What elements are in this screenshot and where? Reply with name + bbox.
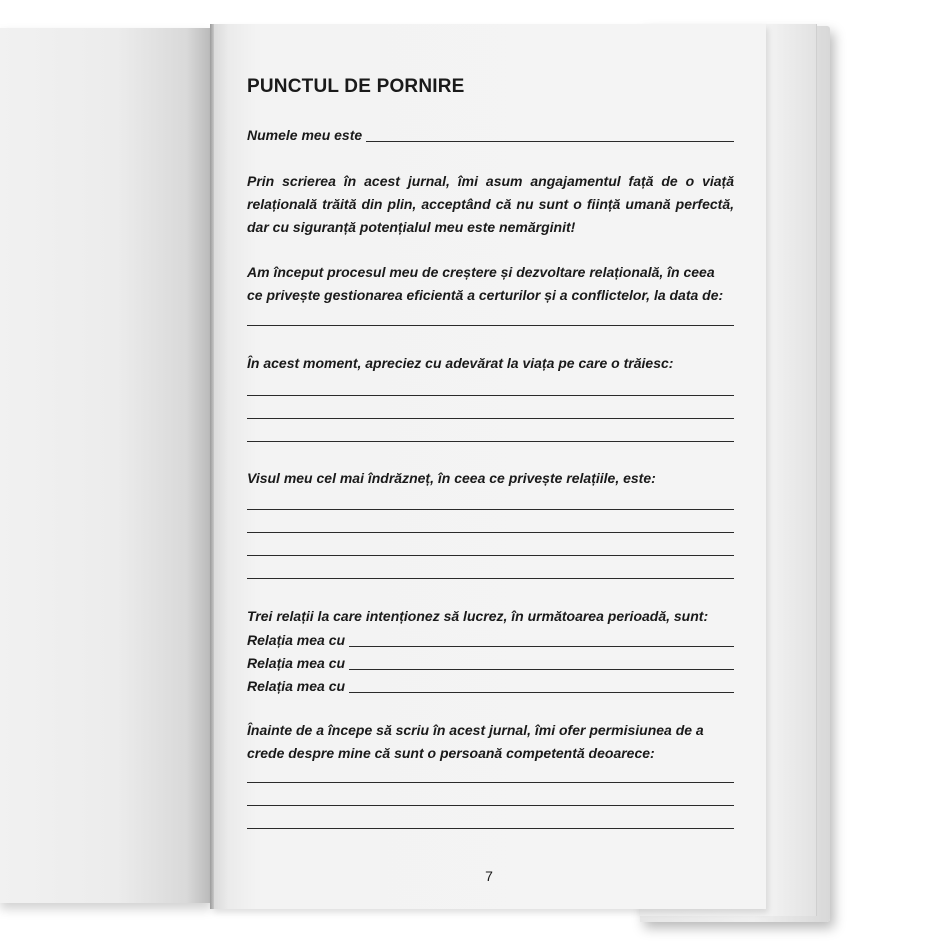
relation-line[interactable]: [349, 654, 734, 670]
relation-line[interactable]: [349, 677, 734, 693]
permission-line-1[interactable]: [247, 782, 734, 783]
journal-page: [212, 24, 766, 909]
relation-field-1[interactable]: [247, 629, 734, 649]
name-field[interactable]: [247, 124, 734, 144]
permission-line-3[interactable]: [247, 828, 734, 829]
permission-paragraph: Înainte de a începe să scriu în acest jurnal, îmi ofer permisiunea de a crede despre mine că sunt o persoană competentă deoarece:: [247, 722, 704, 761]
dream-line-4[interactable]: [247, 578, 734, 579]
relation-line[interactable]: [349, 631, 734, 647]
appreciate-paragraph: În acest moment, apreciez cu adevărat la viața pe care o trăiesc:: [247, 355, 674, 371]
left-page: [0, 28, 212, 903]
relation-label: Relația mea cu: [247, 678, 346, 694]
start-date-line[interactable]: [247, 325, 734, 326]
appreciate-line-1[interactable]: [247, 395, 734, 396]
appreciate-line-2[interactable]: [247, 418, 734, 419]
relation-label: Relația mea cu: [247, 632, 346, 648]
name-line[interactable]: [366, 126, 734, 142]
start-date-paragraph: Am început procesul meu de creștere și dezvoltare relațională, în ceea ce privește gestionarea eficientă a certurilor și a conflictelor, la data de:: [247, 264, 724, 303]
dream-line-3[interactable]: [247, 555, 734, 556]
commitment-paragraph: Prin scrierea în acest jurnal, îmi asum angajamentul față de o viață relațională trăită din plin, acceptând că nu sunt o ființă umană perfectă, dar cu siguranță potențialul meu este nemărginit!: [247, 173, 734, 235]
relation-label: Relația mea cu: [247, 655, 346, 671]
dream-line-1[interactable]: [247, 509, 734, 510]
page-number: 7: [485, 868, 493, 884]
appreciate-line-3[interactable]: [247, 441, 734, 442]
permission-line-2[interactable]: [247, 805, 734, 806]
name-label: Numele meu este: [247, 127, 363, 143]
relation-field-2[interactable]: [247, 652, 734, 672]
relations-intro: Trei relații la care intenționez să lucrez, în următoarea perioadă, sunt:: [247, 608, 709, 624]
book-gutter: [210, 24, 214, 909]
relation-field-3[interactable]: [247, 675, 734, 695]
dream-paragraph: Visul meu cel mai îndrăzneț, în ceea ce privește relațiile, este:: [247, 470, 656, 486]
dream-line-2[interactable]: [247, 532, 734, 533]
page-title: PUNCTUL DE PORNIRE: [247, 76, 465, 97]
